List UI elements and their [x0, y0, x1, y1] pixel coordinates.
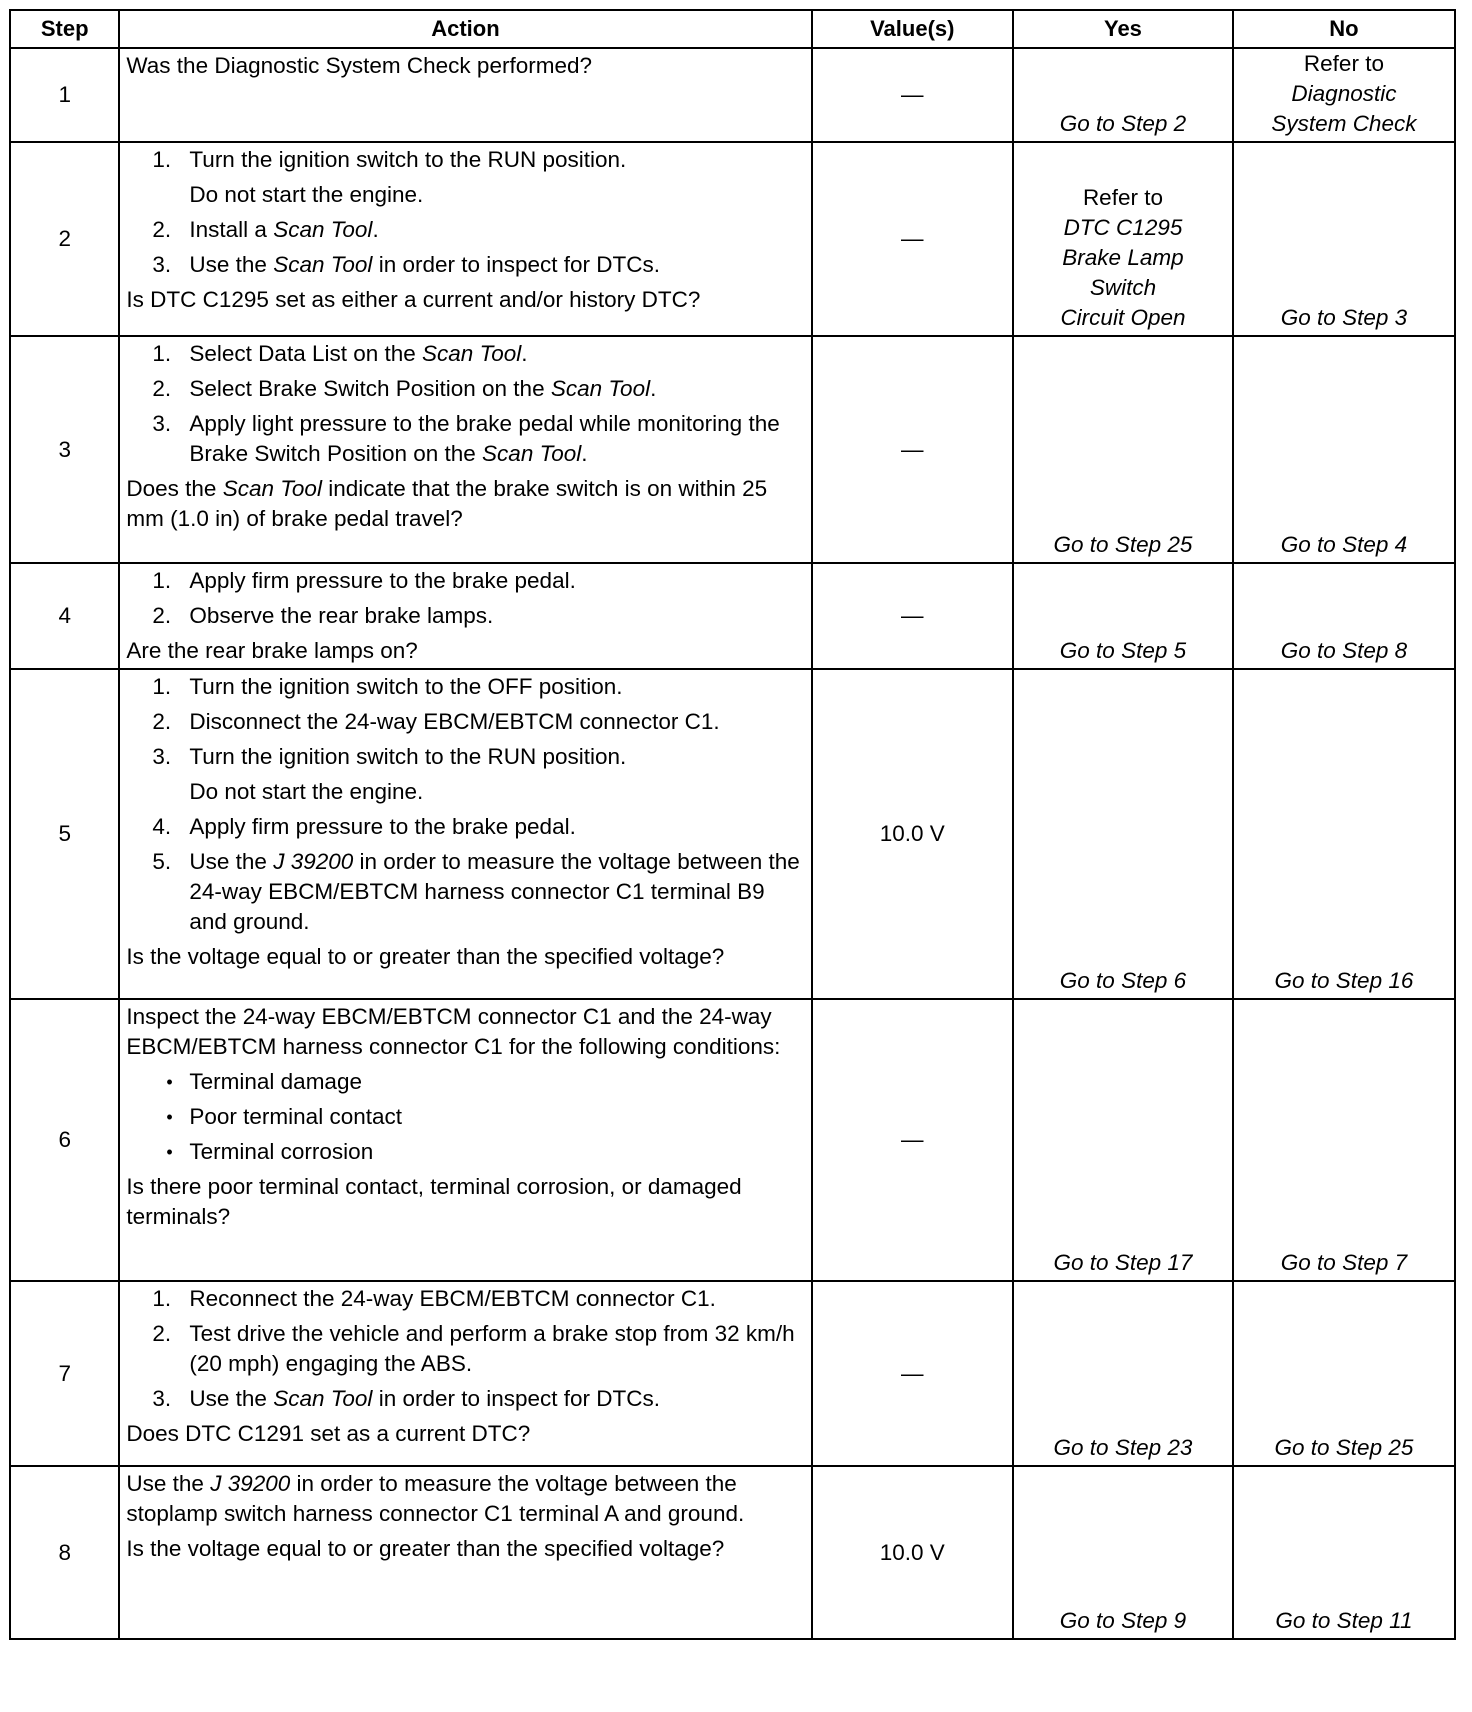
header-yes: Yes	[1013, 10, 1233, 48]
item-text: Select Data List on the Scan Tool.	[189, 341, 528, 366]
item-number: 2.	[152, 217, 172, 242]
list-item	[126, 250, 804, 280]
item-text: Use the Scan Tool in order to inspect for DTCs.	[189, 1386, 661, 1411]
refer-to-text: Refer to	[1082, 185, 1163, 210]
value-cell: 10.0 V	[812, 1466, 1013, 1639]
no-cell: Go to Step 11	[1233, 1466, 1455, 1639]
instruction-text: Inspect the 24-way EBCM/EBTCM connector C1 and the 24-way EBCM/EBTCM harness connector C1 for the following conditions:	[126, 1004, 781, 1059]
item-number: 3.	[152, 744, 172, 769]
item-text: Turn the ignition switch to the OFF position.	[189, 674, 623, 699]
item-continuation: Do not start the engine.	[189, 182, 424, 207]
yes-cell: Go to Step 2	[1013, 48, 1233, 142]
item-text: Turn the ignition switch to the RUN position.	[189, 744, 627, 769]
list-item	[126, 1319, 804, 1379]
list-item: • Terminal corrosion	[126, 1137, 804, 1167]
refer-target: Diagnostic	[1291, 81, 1397, 106]
question-text: Does the Scan Tool indicate that the brake switch is on within 25 mm (1.0 in) of brake pedal travel?	[126, 476, 768, 531]
header-no: No	[1233, 10, 1455, 48]
header-values: Value(s)	[812, 10, 1013, 48]
item-text: Apply firm pressure to the brake pedal.	[189, 568, 576, 593]
step-number: 4	[10, 563, 119, 669]
action-cell	[119, 669, 811, 999]
item-number: 1.	[152, 147, 172, 172]
refer-to-text: Refer to	[1303, 51, 1384, 76]
yes-cell: Go to Step 5	[1013, 563, 1233, 669]
action-cell	[119, 48, 811, 142]
item-number: 1.	[152, 674, 172, 699]
list-item	[126, 1284, 804, 1314]
item-number: 2.	[152, 603, 172, 628]
refer-target: Circuit Open	[1060, 305, 1186, 330]
list-item	[126, 672, 804, 702]
value-cell: —	[812, 999, 1013, 1281]
numbered-list	[126, 1284, 804, 1414]
question-text: Is the voltage equal to or greater than the specified voltage?	[126, 1536, 725, 1561]
item-number: 1.	[152, 341, 172, 366]
item-text: Reconnect the 24-way EBCM/EBTCM connector C1.	[189, 1286, 716, 1311]
numbered-list	[126, 339, 804, 469]
question-text: Was the Diagnostic System Check performed?	[126, 53, 592, 78]
step-number: 7	[10, 1281, 119, 1466]
table-row	[10, 142, 1455, 336]
numbered-list	[126, 145, 804, 280]
bullet-list	[126, 1067, 804, 1167]
action-cell	[119, 336, 811, 563]
item-number: 1.	[152, 568, 172, 593]
question-text: Is there poor terminal contact, terminal corrosion, or damaged terminals?	[126, 1174, 742, 1229]
value-cell: —	[812, 48, 1013, 142]
step-number: 8	[10, 1466, 119, 1639]
list-item	[126, 707, 804, 737]
step-number: 1	[10, 48, 119, 142]
step-number: 3	[10, 336, 119, 563]
table-row	[10, 1281, 1455, 1466]
no-cell: Go to Step 8	[1233, 563, 1455, 669]
item-number: 2.	[152, 376, 172, 401]
action-cell	[119, 999, 811, 1281]
list-item	[126, 1384, 804, 1414]
no-cell	[1233, 48, 1455, 142]
table-row	[10, 336, 1455, 563]
list-item	[126, 742, 804, 807]
item-number: 5.	[152, 849, 172, 874]
list-item: • Terminal damage	[126, 1067, 804, 1097]
header-action: Action	[119, 10, 811, 48]
value-cell: —	[812, 1281, 1013, 1466]
item-number: 3.	[152, 1386, 172, 1411]
table-row	[10, 563, 1455, 669]
value-cell: —	[812, 336, 1013, 563]
yes-cell: Go to Step 6	[1013, 669, 1233, 999]
list-item	[126, 812, 804, 842]
table-row	[10, 1466, 1455, 1639]
item-number: 3.	[152, 411, 172, 436]
action-cell	[119, 142, 811, 336]
numbered-list	[126, 566, 804, 631]
yes-cell: Go to Step 17	[1013, 999, 1233, 1281]
list-item	[126, 215, 804, 245]
item-number: 2.	[152, 709, 172, 734]
item-number: 4.	[152, 814, 172, 839]
list-item	[126, 409, 804, 469]
item-text: Observe the rear brake lamps.	[189, 603, 494, 628]
list-item	[126, 374, 804, 404]
no-cell: Go to Step 25	[1233, 1281, 1455, 1466]
item-text: Test drive the vehicle and perform a brake stop from 32 km/h (20 mph) engaging the ABS.	[189, 1321, 795, 1376]
item-text: Apply light pressure to the brake pedal while monitoring the Brake Switch Position on the Scan Tool.	[189, 411, 780, 466]
item-number: 2.	[152, 1321, 172, 1346]
question-text: Is DTC C1295 set as either a current and/or history DTC?	[126, 287, 701, 312]
action-cell	[119, 563, 811, 669]
item-text: Turn the ignition switch to the RUN position.	[189, 147, 627, 172]
header-row	[10, 10, 1455, 48]
item-text: Use the J 39200 in order to measure the voltage between the 24-way EBCM/EBTCM harness connector C1 terminal B9 and ground.	[189, 849, 800, 934]
action-cell	[119, 1281, 811, 1466]
list-item	[126, 566, 804, 596]
yes-cell: Go to Step 9	[1013, 1466, 1233, 1639]
no-cell: Go to Step 3	[1233, 142, 1455, 336]
list-item	[126, 145, 804, 210]
value-cell: 10.0 V	[812, 669, 1013, 999]
header-step: Step	[10, 10, 119, 48]
yes-cell	[1013, 142, 1233, 336]
no-cell: Go to Step 7	[1233, 999, 1455, 1281]
no-cell: Go to Step 16	[1233, 669, 1455, 999]
yes-cell: Go to Step 23	[1013, 1281, 1233, 1466]
diagnostic-table	[9, 9, 1456, 1640]
numbered-list	[126, 672, 804, 937]
item-text: Disconnect the 24-way EBCM/EBTCM connector C1.	[189, 709, 720, 734]
item-number: 3.	[152, 252, 172, 277]
list-item	[126, 847, 804, 937]
question-text: Are the rear brake lamps on?	[126, 638, 418, 663]
table-row	[10, 669, 1455, 999]
value-cell: —	[812, 142, 1013, 336]
list-item: • Poor terminal contact	[126, 1102, 804, 1132]
item-text: Install a Scan Tool.	[189, 217, 379, 242]
step-number: 5	[10, 669, 119, 999]
list-item	[126, 601, 804, 631]
item-text: Use the Scan Tool in order to inspect for DTCs.	[189, 252, 661, 277]
refer-target: Switch	[1089, 275, 1157, 300]
item-number: 1.	[152, 1286, 172, 1311]
item-text: Apply firm pressure to the brake pedal.	[189, 814, 576, 839]
list-item	[126, 339, 804, 369]
table-row	[10, 999, 1455, 1281]
step-number: 6	[10, 999, 119, 1281]
no-cell: Go to Step 4	[1233, 336, 1455, 563]
step-number: 2	[10, 142, 119, 336]
refer-target: DTC C1295	[1063, 215, 1183, 240]
table-row	[10, 48, 1455, 142]
refer-target: Brake Lamp	[1062, 245, 1184, 270]
item-text: Select Brake Switch Position on the Scan Tool.	[189, 376, 657, 401]
item-continuation: Do not start the engine.	[189, 779, 424, 804]
refer-target: System Check	[1271, 111, 1417, 136]
instruction-text: Use the J 39200 in order to measure the voltage between the stoplamp switch harness connector C1 terminal A and ground.	[126, 1471, 745, 1526]
question-text: Does DTC C1291 set as a current DTC?	[126, 1421, 531, 1446]
yes-cell: Go to Step 25	[1013, 336, 1233, 563]
action-cell	[119, 1466, 811, 1639]
value-cell: —	[812, 563, 1013, 669]
question-text: Is the voltage equal to or greater than the specified voltage?	[126, 944, 725, 969]
